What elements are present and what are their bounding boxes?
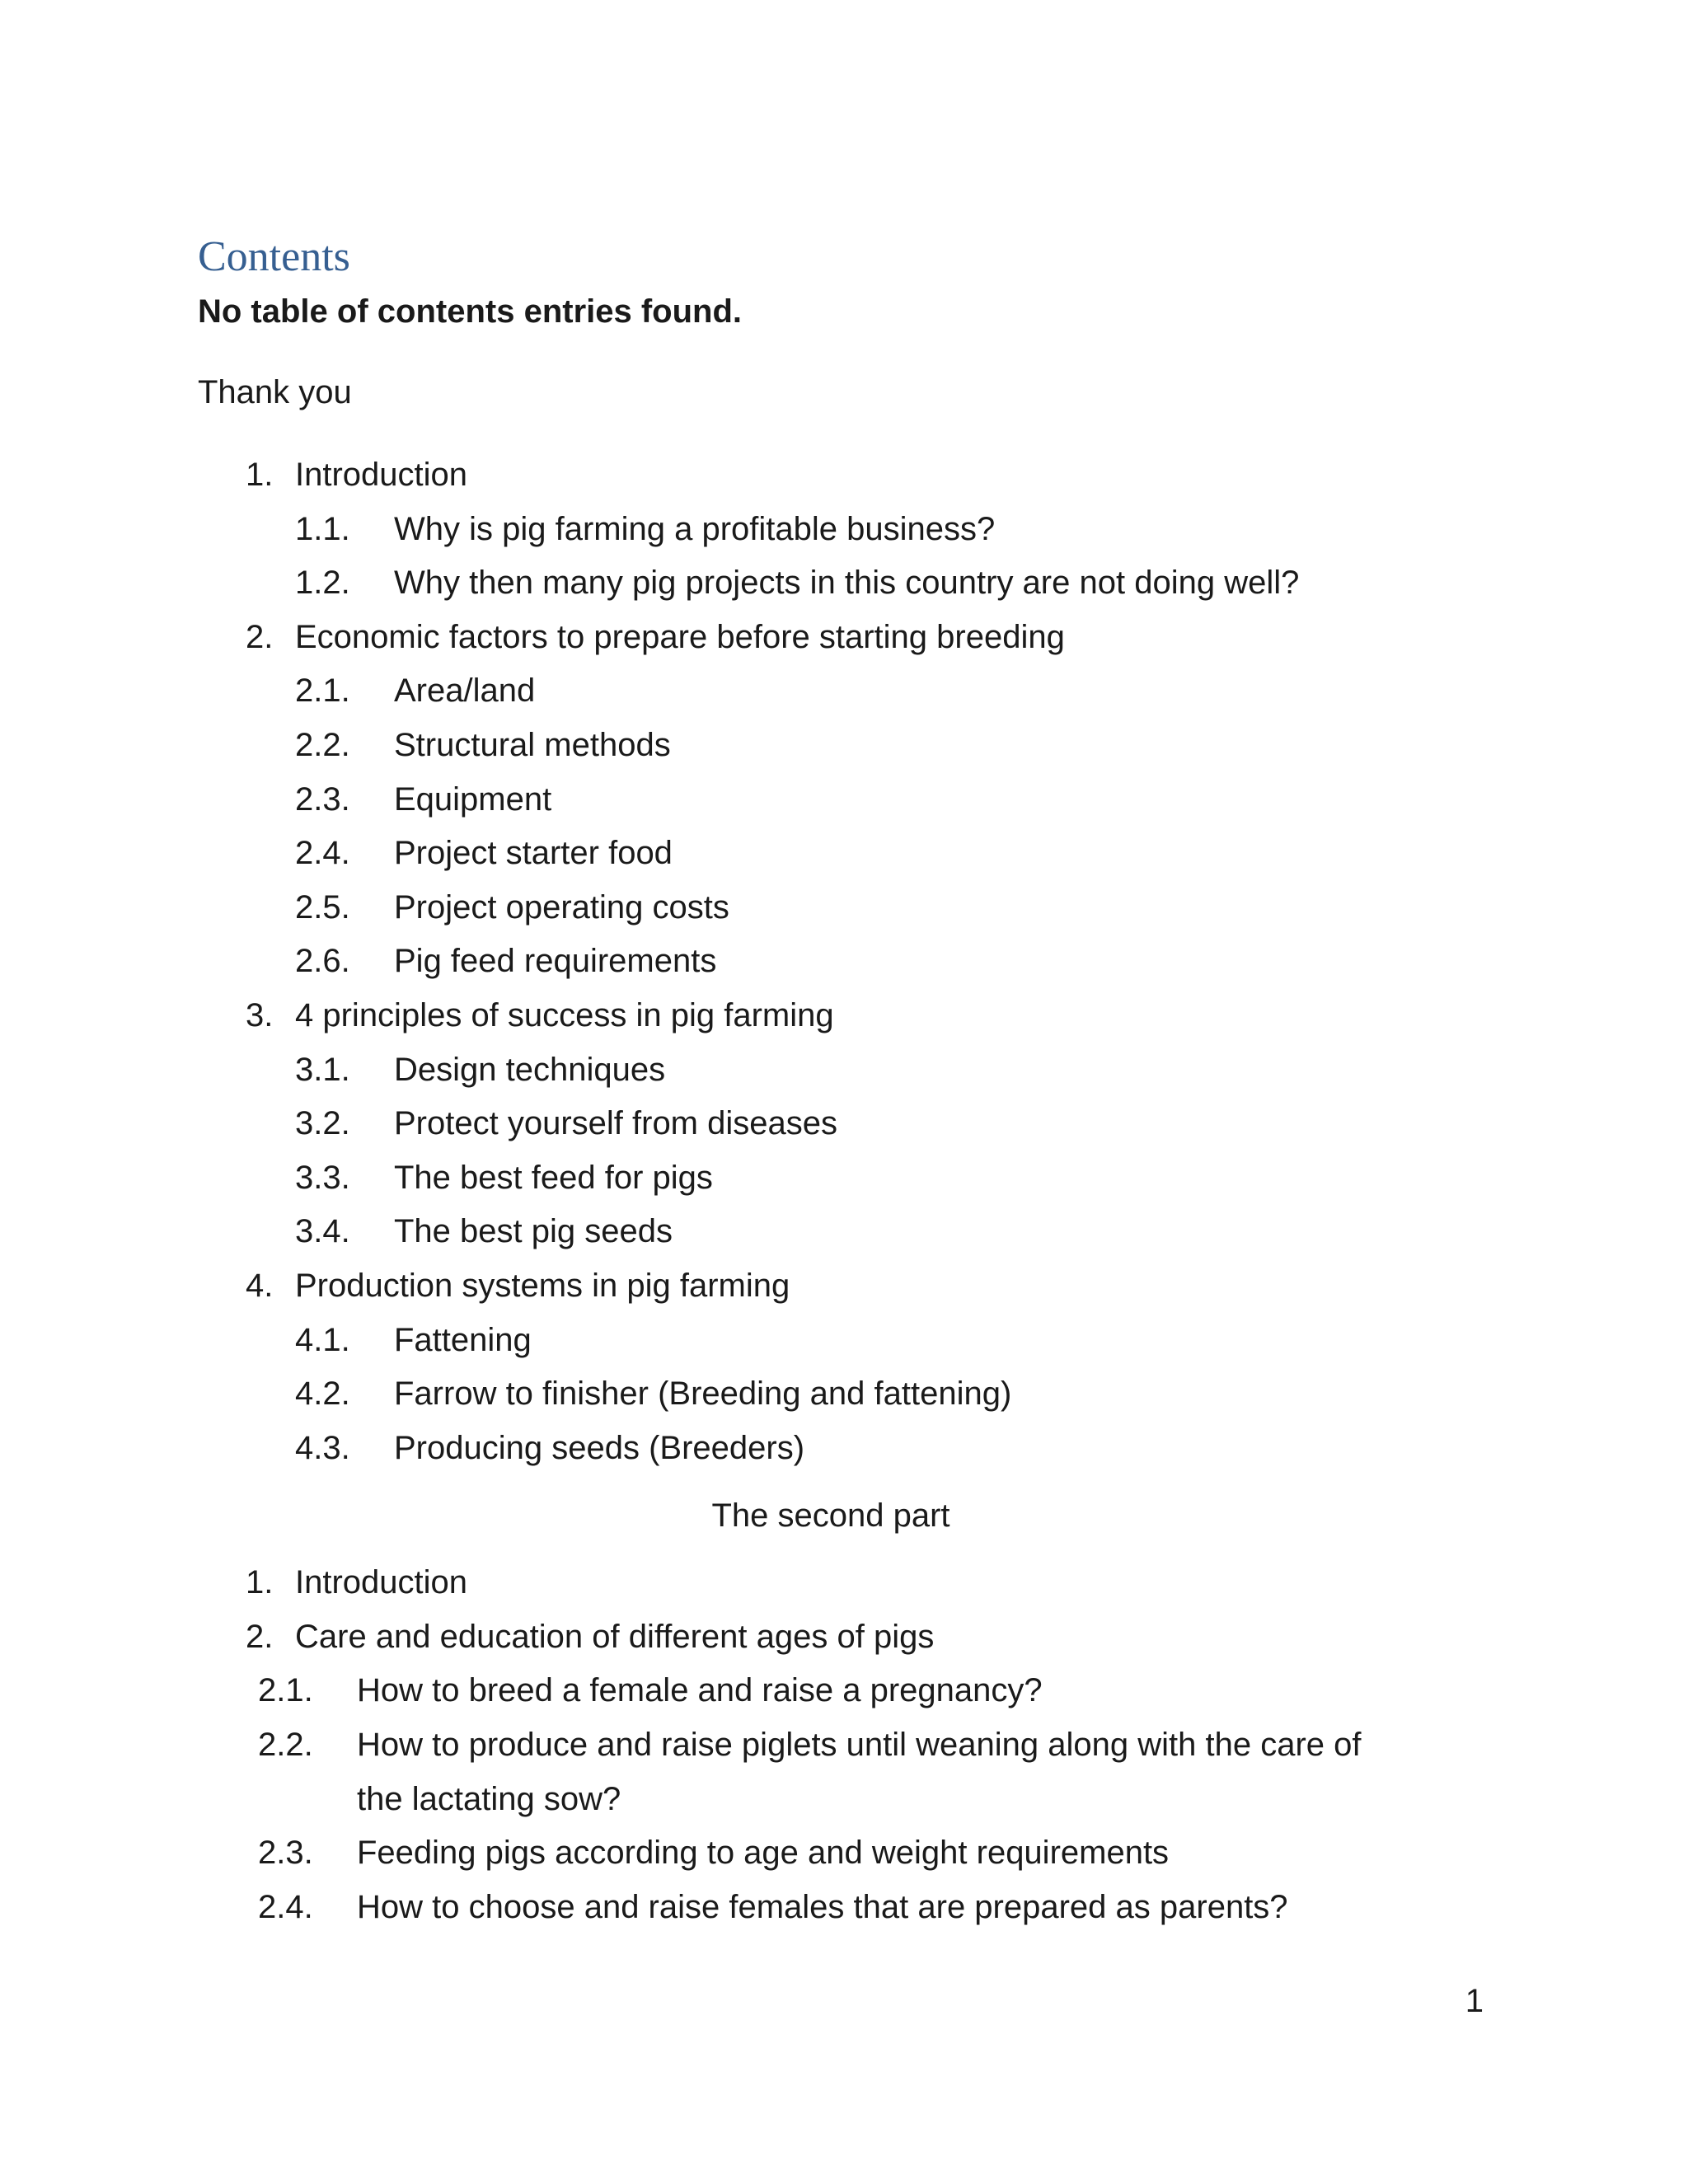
outline-item-number: 1.1.: [295, 510, 350, 547]
outline-item-text: the lactating sow?: [357, 1780, 621, 1817]
outline-item: [0, 1151, 1688, 1206]
outline-item: [0, 1826, 1688, 1881]
outline-item-text: Feeding pigs according to age and weight requirements: [357, 1835, 1170, 1872]
outline-item: [0, 556, 1688, 611]
outline-item-text: Project starter food: [394, 835, 673, 872]
outline-item-number: 1.2.: [295, 565, 350, 602]
outline-item-number: 1.: [246, 1564, 274, 1601]
outline-item: [0, 611, 1688, 665]
outline-item: [0, 1043, 1688, 1098]
page-number: 1: [1465, 1983, 1484, 2019]
outline-item-text: Why then many pig projects in this country are not doing well?: [394, 565, 1300, 602]
outline-item-text: The best feed for pigs: [394, 1159, 713, 1196]
outline-list: [0, 448, 1688, 1934]
outline-item-text: Pig feed requirements: [394, 943, 717, 980]
outline-item: [0, 1773, 1688, 1827]
outline-item: [0, 719, 1688, 773]
thank-you-paragraph: Thank you: [198, 374, 352, 410]
outline-item: [0, 1881, 1688, 1935]
second-part-label: The second part: [711, 1497, 950, 1535]
outline-item-number: 3.3.: [295, 1159, 350, 1196]
outline-item-number: 2.: [246, 1618, 274, 1655]
outline-item: [0, 1205, 1688, 1259]
outline-item-number: 2.2.: [295, 726, 350, 763]
outline-item-text: Producing seeds (Breeders): [394, 1429, 805, 1466]
outline-item-text: Introduction: [295, 457, 468, 493]
outline-item: [0, 1718, 1688, 1773]
outline-item: [0, 1556, 1688, 1610]
outline-item-number: 2.5.: [295, 888, 350, 926]
outline-item-number: 3.2.: [295, 1105, 350, 1142]
outline-item-number: 4.2.: [295, 1376, 350, 1413]
outline-item-text: Area/land: [394, 673, 536, 710]
outline-item-text: How to choose and raise females that are prepared as parents?: [357, 1888, 1288, 1925]
outline-item-text: Protect yourself from diseases: [394, 1105, 837, 1142]
outline-item: [0, 1422, 1688, 1476]
outline-item-number: 2.4.: [295, 835, 350, 872]
outline-item: [0, 1259, 1688, 1314]
outline-item-text: Project operating costs: [394, 888, 729, 926]
outline-item-number: 2.2.: [258, 1727, 313, 1764]
outline-item-text: How to breed a female and raise a pregnancy?: [357, 1672, 1043, 1709]
outline-item-number: 3.: [246, 996, 274, 1033]
outline-item: [0, 827, 1688, 881]
outline-item: [0, 1664, 1688, 1718]
outline-item-number: 2.4.: [258, 1888, 313, 1925]
outline-item: [0, 1367, 1688, 1422]
outline-item-text: Production systems in pig farming: [295, 1267, 790, 1304]
outline-item-number: 2.1.: [258, 1672, 313, 1709]
outline-item-number: 3.1.: [295, 1051, 350, 1088]
outline-item: [0, 503, 1688, 557]
outline-item-number: 2.1.: [295, 673, 350, 710]
outline-item: [0, 448, 1688, 503]
outline-item-text: The best pig seeds: [394, 1213, 673, 1250]
outline-item: [0, 935, 1688, 989]
outline-item-number: 4.3.: [295, 1429, 350, 1466]
outline-item-number: 2.6.: [295, 943, 350, 980]
outline-item-text: Economic factors to prepare before starting breeding: [295, 618, 1065, 655]
contents-heading: Contents: [198, 233, 350, 280]
toc-empty-message: No table of contents entries found.: [198, 293, 743, 330]
outline-item: [0, 881, 1688, 935]
outline-item: [0, 664, 1688, 719]
outline-item-number: 4.1.: [295, 1321, 350, 1358]
outline-item: [0, 773, 1688, 827]
outline-item-text: How to produce and raise piglets until weaning along with the care of: [357, 1727, 1362, 1764]
outline-item-number: 3.4.: [295, 1213, 350, 1250]
outline-item-text: Care and education of different ages of pigs: [295, 1618, 935, 1655]
outline-item-text: Equipment: [394, 780, 552, 818]
outline-item-number: 2.3.: [295, 780, 350, 818]
outline-item: [0, 1610, 1688, 1665]
outline-item-text: Fattening: [394, 1321, 532, 1358]
outline-item-number: 1.: [246, 457, 274, 493]
outline-item-text: Design techniques: [394, 1051, 666, 1088]
outline-item: [0, 989, 1688, 1043]
outline-item-number: 2.3.: [258, 1835, 313, 1872]
outline-item: [0, 1097, 1688, 1151]
outline-item-text: 4 principles of success in pig farming: [295, 996, 834, 1033]
outline-item-text: Why is pig farming a profitable business?: [394, 510, 996, 547]
outline-item-text: Structural methods: [394, 726, 671, 763]
outline-item-number: 2.: [246, 618, 274, 655]
outline-item: [0, 1314, 1688, 1368]
outline-item-text: Farrow to finisher (Breeding and fattening): [394, 1376, 1012, 1413]
outline-item-number: 4.: [246, 1267, 274, 1304]
outline-item-text: Introduction: [295, 1564, 468, 1601]
